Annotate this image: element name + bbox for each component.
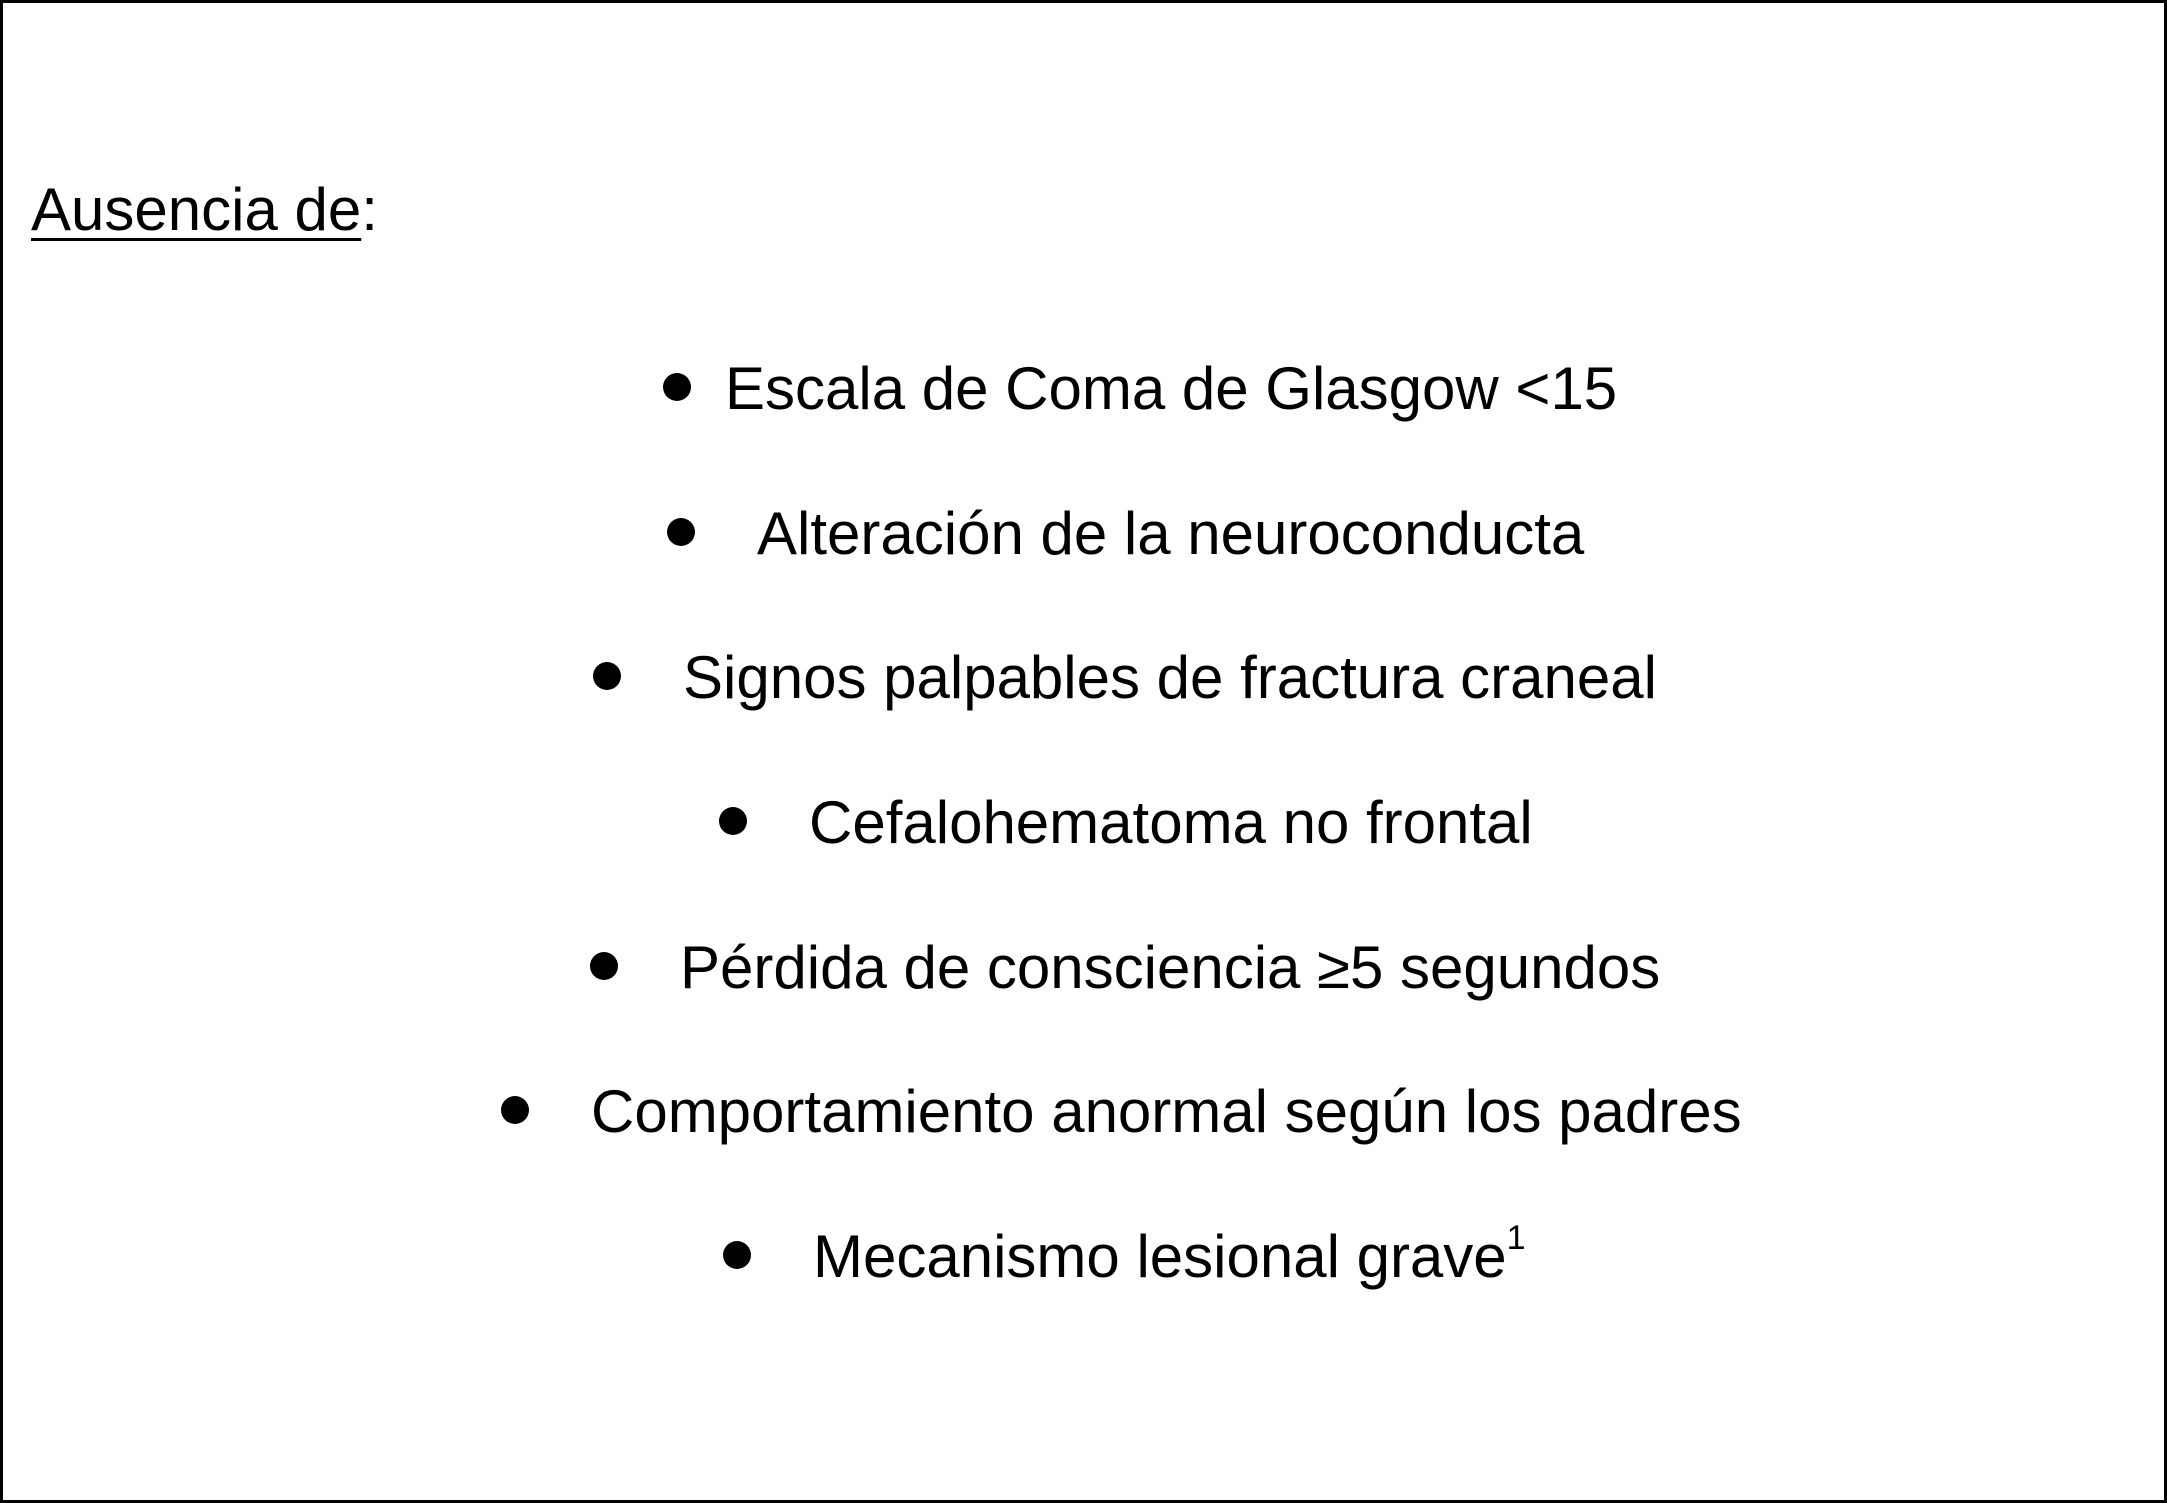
bullet-icon xyxy=(667,518,695,546)
list-item-text: Pérdida de consciencia ≥5 segundos xyxy=(680,934,1661,1001)
heading xyxy=(31,175,378,245)
heading-underlined-text: Ausencia de xyxy=(31,176,362,243)
bullet-icon xyxy=(593,662,621,690)
list-item-text: Signos palpables de fractura craneal xyxy=(683,644,1657,711)
footnote-marker: 1 xyxy=(1506,1219,1526,1257)
list-item-text: Escala de Coma de Glasgow <15 xyxy=(725,355,1618,422)
list-item-main-text: Mecanismo lesional grave xyxy=(813,1223,1507,1290)
list-item-text xyxy=(813,1217,1526,1297)
list-item-text: Cefalohematoma no frontal xyxy=(809,789,1533,856)
list-item-text: Comportamiento anormal según los padres xyxy=(591,1078,1742,1145)
bullet-icon xyxy=(719,807,747,835)
bullet-icon xyxy=(590,952,618,980)
bullet-icon xyxy=(501,1096,529,1124)
bullet-icon xyxy=(723,1241,751,1269)
bullet-icon xyxy=(663,373,691,401)
heading-colon: : xyxy=(361,176,378,243)
list-item-text: Alteración de la neuroconducta xyxy=(757,500,1585,567)
